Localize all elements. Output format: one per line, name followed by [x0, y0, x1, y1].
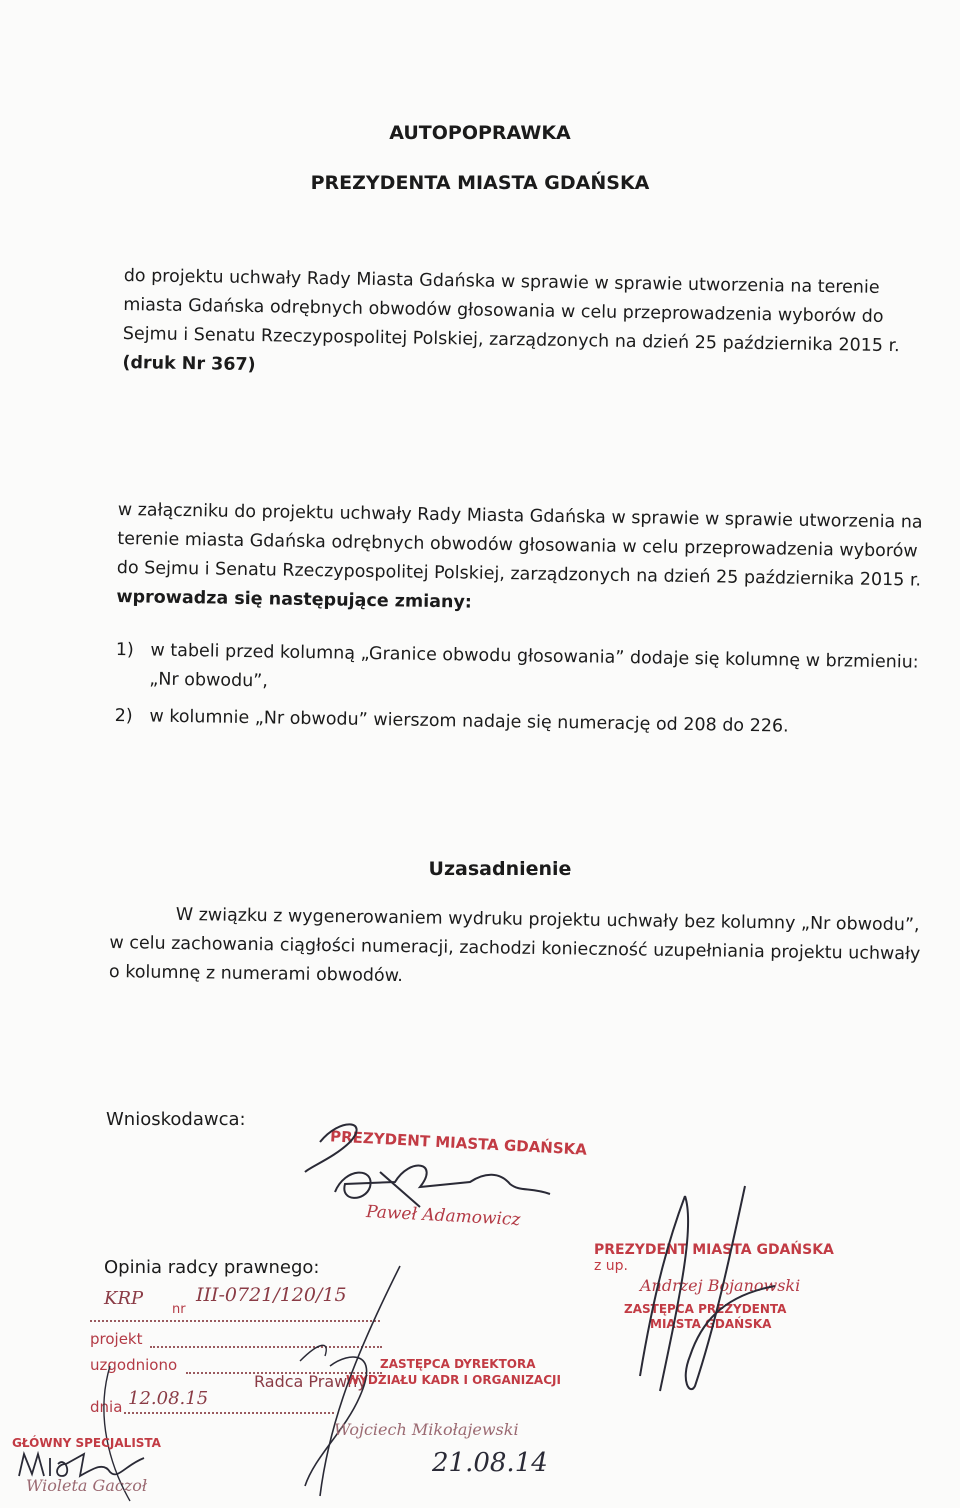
changes-list: [115, 636, 919, 744]
intro-line: do projektu uchwały Rady Miasta Gdańska w sprawie w sprawie utworzenia na terenie: [123, 265, 880, 298]
form-prefix: KRP: [104, 1288, 144, 1309]
specialist-name: Wioleta Gaczoł: [26, 1476, 148, 1495]
body-paragraph: [116, 496, 923, 625]
director-stamp-line: ZASTĘPCA DYREKTORA: [380, 1357, 536, 1371]
justification-paragraph: [109, 900, 921, 998]
change-item-number: 2): [114, 705, 133, 727]
intro-paragraph: [122, 262, 901, 390]
body-line: w załączniku do projektu uchwały Rady Miasta Gdańska w sprawie w sprawie utworzenia na: [117, 499, 923, 533]
deputy-name: Andrzej Bojanowski: [640, 1276, 801, 1295]
document-title: AUTOPOPRAWKA: [389, 122, 571, 144]
deputy-stamp-line: ZASTĘPCA PREZYDENTA: [624, 1302, 787, 1316]
body-line: do Sejmu i Senatu Rzeczypospolitej Polskiej, zarządzonych na dzień 25 października 2015 r.: [116, 557, 922, 591]
director-name: Wojciech Mikołajewski: [334, 1420, 519, 1439]
change-item: [115, 702, 918, 744]
specialist-stamp: GŁÓWNY SPECJALISTA: [12, 1436, 161, 1450]
president-signature: [300, 1112, 560, 1212]
justification-line: W związku z wygenerowaniem wydruku projektu uchwały bez kolumny „Nr obwodu”,: [175, 904, 920, 936]
change-item-number: 1): [115, 639, 134, 661]
changes-intro: wprowadza się następujące zmiany:: [116, 586, 472, 613]
president-stamp: PREZYDENT MIASTA GDAŃSKA: [329, 1127, 588, 1159]
form-projekt-label: projekt: [90, 1330, 143, 1348]
form-uzgodniono-label: uzgodniono: [90, 1356, 178, 1374]
justification-title: Uzasadnienie: [428, 858, 572, 880]
change-item-continuation: „Nr obwodu”,: [149, 669, 269, 692]
body-line: terenie miasta Gdańska odrębnych obwodów głosowania w celu przeprowadzenia wyborów: [117, 528, 918, 562]
intro-line: miasta Gdańska odrębnych obwodów głosowania w celu przeprowadzenia wyborów do: [123, 294, 884, 327]
legal-opinion-label: Opinia radcy prawnego:: [104, 1257, 320, 1278]
president-name: Paweł Adamowicz: [365, 1201, 521, 1231]
form-dnia-value: 12.08.15: [128, 1388, 209, 1409]
deputy-stamp-line: z up.: [594, 1258, 629, 1274]
form-nr-label: nr: [172, 1302, 186, 1317]
document-subtitle: PREZYDENTA MIASTA GDAŃSKA: [310, 172, 650, 194]
intro-line: Sejmu i Senatu Rzeczypospolitej Polskiej, zarządzonych na dzień 25 października 2015 r.: [122, 323, 900, 357]
director-stamp-line: WYDZIAŁU KADR I ORGANIZACJI: [346, 1373, 561, 1387]
justification-line: w celu zachowania ciągłości numeracji, zachodzi konieczność uzupełniania projektu uchwały: [109, 932, 921, 965]
deputy-signature: [600, 1176, 780, 1406]
deputy-stamp-line: MIASTA GDAŃSKA: [650, 1317, 772, 1331]
justification-line: o kolumnę z numerami obwodów.: [108, 961, 404, 987]
form-dnia-label: dnia: [90, 1398, 123, 1416]
applicant-label: Wnioskodawca:: [106, 1109, 246, 1130]
radca-label: Radca Prawny: [254, 1372, 367, 1391]
deputy-stamp-line: PREZYDENT MIASTA GDAŃSKA: [594, 1242, 834, 1258]
change-item-text: w kolumnie „Nr obwodu” wierszom nadaje się numerację od 208 do 226.: [149, 706, 789, 737]
change-item-text: w tabeli przed kolumną „Granice obwodu głosowania” dodaje się kolumnę w brzmieniu:: [150, 640, 919, 673]
form-nr-value: III-0721/120/15: [196, 1284, 347, 1306]
director-date: 21.08.14: [432, 1448, 548, 1478]
print-number: (druk Nr 367): [122, 352, 256, 376]
